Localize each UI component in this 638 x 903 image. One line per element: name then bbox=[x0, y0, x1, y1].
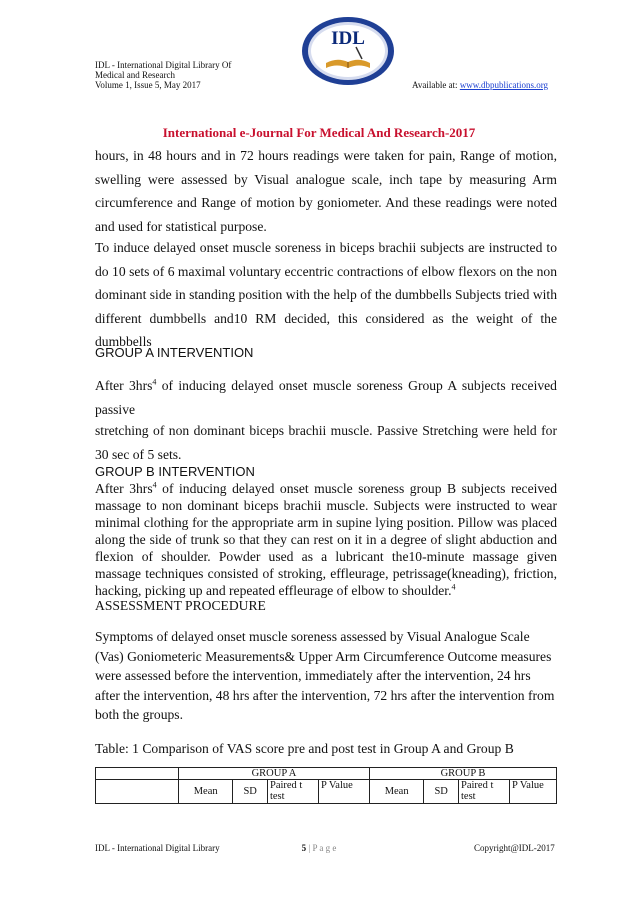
group-b-text-pre: After 3hrs bbox=[95, 481, 153, 496]
col-mean-a: Mean bbox=[179, 780, 233, 804]
group-a-heading: GROUP A INTERVENTION bbox=[95, 345, 254, 360]
col-sd-a: SD bbox=[233, 780, 268, 804]
col-paired-t-b: Paired t test bbox=[459, 780, 510, 804]
header-org-line1: IDL - International Digital Library Of bbox=[95, 60, 232, 70]
header-org-line2: Medical and Research bbox=[95, 70, 175, 80]
col-p-value-a: P Value bbox=[318, 780, 369, 804]
vas-table bbox=[95, 767, 557, 804]
group-a-ref: 4 bbox=[152, 377, 157, 387]
group-a-col-header: GROUP A bbox=[179, 768, 370, 780]
table-caption: Table: 1 Comparison of VAS score pre and post test in Group A and Group B bbox=[95, 741, 514, 756]
table-header-row bbox=[96, 768, 557, 780]
group-b-paragraph bbox=[95, 480, 557, 599]
group-a-text-post: of inducing delayed onset muscle soreness Group A subjects received passive bbox=[95, 378, 557, 417]
assessment-heading: ASSESSMENT PROCEDURE bbox=[95, 598, 266, 613]
available-label: Available at: bbox=[412, 80, 458, 90]
group-b-ref: 4 bbox=[152, 480, 157, 490]
publisher-link[interactable]: www.dbpublications.org bbox=[459, 80, 549, 90]
table-empty-cell bbox=[96, 780, 179, 804]
header-availability bbox=[412, 80, 548, 90]
table-empty-cell bbox=[96, 768, 179, 780]
group-a-text-pre: After 3hrs bbox=[95, 378, 153, 393]
journal-title: International e-Journal For Medical And Research-2017 bbox=[162, 125, 476, 140]
table-subheader-row bbox=[96, 780, 557, 804]
group-b-col-header: GROUP B bbox=[369, 768, 556, 780]
col-p-value-b: P Value bbox=[510, 780, 557, 804]
col-paired-t-a: Paired t test bbox=[267, 780, 318, 804]
header-volume: Volume 1, Issue 5, May 2017 bbox=[95, 80, 201, 90]
assessment-paragraph: Symptoms of delayed onset muscle soreness assessed by Visual Analogue Scale (Vas) Goniometeric Measurements& Upper Arm Circumference Outcome measures were assessed before the intervention, immediately after the intervention, 24 hrs after the intervention, 48 hrs after the intervention, 72 hrs after the intervention from both the groups. bbox=[95, 629, 555, 722]
footer-page-label: | P a g e bbox=[306, 843, 337, 853]
footer-left: IDL - International Digital Library bbox=[95, 843, 220, 853]
footer-page-number: 5 bbox=[301, 843, 307, 853]
paragraph-induction: To induce delayed onset muscle soreness in biceps brachii subjects are instructed to do 10 sets of 6 maximal voluntary eccentric contractions of elbow flexors on the non dominant side in standing position with the help of the dumbbells Subjects tried with different dumbbells and10 RM decided, this considered as the weight of the dumbbells bbox=[95, 240, 557, 349]
group-a-paragraph bbox=[95, 374, 557, 421]
col-sd-b: SD bbox=[424, 780, 459, 804]
footer-right: Copyright@IDL-2017 bbox=[474, 843, 555, 853]
group-b-end-ref: 4 bbox=[451, 582, 456, 592]
idl-logo-icon bbox=[300, 15, 396, 87]
logo-text: IDL bbox=[331, 28, 365, 49]
group-b-heading: GROUP B INTERVENTION bbox=[95, 464, 255, 479]
col-mean-b: Mean bbox=[369, 780, 423, 804]
paragraph-readings: hours, in 48 hours and in 72 hours readings were taken for pain, Range of motion, swelling were assessed by Visual analogue scale, inch tape by measuring Arm circumference and Range of motion by goniometer. And these readings were noted and used for statistical purpose. bbox=[95, 148, 557, 234]
header-org-block bbox=[95, 60, 231, 90]
group-a-line2: stretching of non dominant biceps brachii muscle. Passive Stretching were held for 30 sec of 5 sets. bbox=[95, 423, 557, 462]
group-b-text-post: of inducing delayed onset muscle soreness group B subjects received massage to non dominant biceps brachii muscle. Subjects were instructed to wear minimal clothing for the appropriate arm in supine lying position. Pillow was placed along the side of trunk so that they can rest on it in a degree of slight abduction and flexion of shoulder. Powder used as a lubricant the10-minute massage given massage techniques consisted of stroking, effleurage, petrissage(kneading), friction, hacking, picking up and repeated effleurage of elbow to shoulder. bbox=[95, 481, 558, 598]
